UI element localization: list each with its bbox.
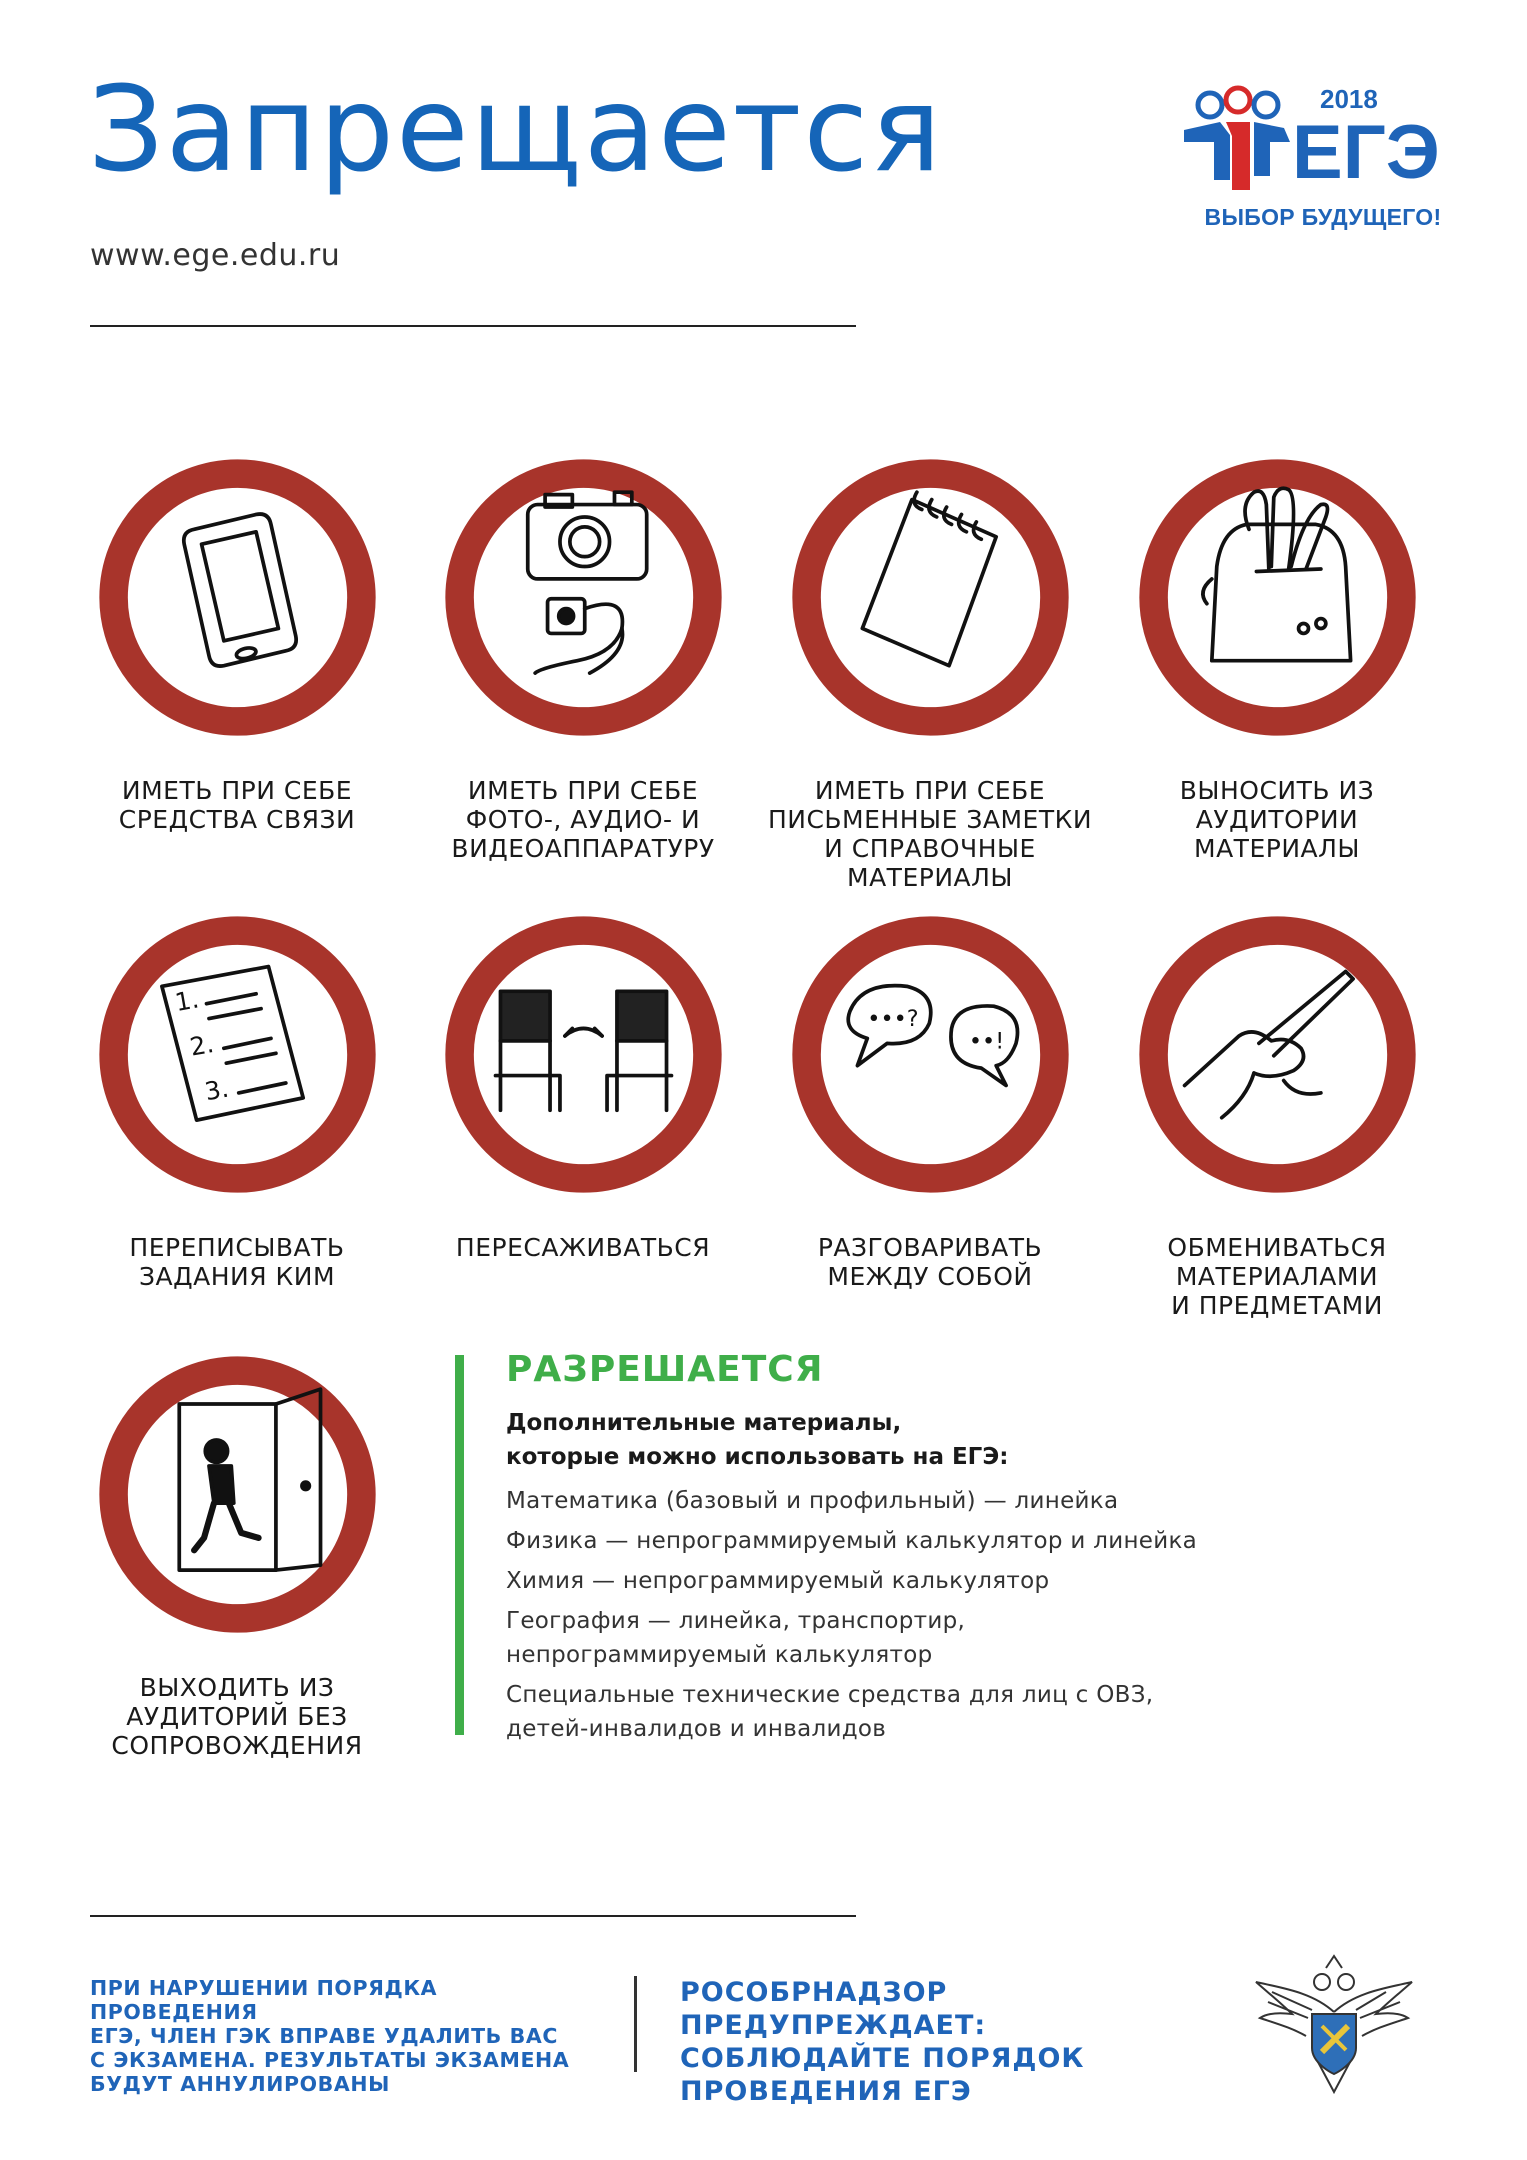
prohibited-caption-line: МАТЕРИАЛЫ [1194,834,1360,863]
allowed-item [506,1678,1335,1746]
allowed-item-line: Химия — непрограммируемый калькулятор [506,1568,1050,1594]
prohibited-caption [765,776,1095,892]
allowed-section [455,1349,1335,1742]
prohibited-caption [72,1233,402,1291]
prohibited-caption [72,776,402,834]
ege-people-icon [1180,80,1460,210]
footer-divider [90,1915,856,1917]
prohibited-caption-line: ПЕРЕПИСЫВАТЬ [129,1233,345,1262]
prohibited-caption-line: ПЕРЕСАЖИВАТЬСЯ [455,1233,711,1262]
prohibited-item [72,1352,402,1760]
prohibited-item [418,455,748,863]
prohibited-caption-line: АУДИТОРИИ [1195,805,1359,834]
violation-warning-line: БУДУТ АННУЛИРОВАНЫ [90,2072,390,2096]
prohibited-item [765,455,1095,892]
allowed-item [506,1564,1335,1598]
logo-year: 2018 [1320,84,1378,114]
allowed-subtitle-line: Дополнительные материалы, [506,1410,902,1436]
prohibited-caption [1112,776,1442,863]
prohibited-caption-line: ИМЕТЬ ПРИ СЕБЕ [814,776,1046,805]
hand-pen-icon [1135,912,1420,1197]
prohibited-caption [765,1233,1095,1291]
page-title: Запрещается [88,60,944,198]
prohibited-caption-line: ПИСЬМЕННЫЕ ЗАМЕТКИ [767,805,1093,834]
prohibited-caption [418,776,748,863]
allowed-list [506,1484,1335,1746]
violation-warning-line: ПРИ НАРУШЕНИИ ПОРЯДКА ПРОВЕДЕНИЯ [90,1976,438,2024]
footer-separator [634,1976,637,2072]
prohibited-caption [418,1233,748,1262]
prohibited-caption-line: МАТЕРИАЛАМИ [1175,1262,1379,1291]
allowed-item [506,1484,1335,1518]
chairs-icon [441,912,726,1197]
allowed-subtitle-line: которые можно использовать на ЕГЭ: [506,1444,1009,1470]
violation-warning [90,1976,610,2096]
svg-text:3.: 3. [202,1073,231,1107]
bag-icon [1135,455,1420,740]
allowed-item [506,1524,1335,1558]
logo-name: ЕГЭ [1292,110,1440,195]
allowed-item-line: детей-инвалидов и инвалидов [506,1716,887,1742]
notepad-icon [788,455,1073,740]
prohibited-item [72,912,402,1291]
prohibited-caption-line: И СПРАВОЧНЫЕ [824,834,1036,863]
violation-warning-line: ЕГЭ, ЧЛЕН ГЭК ВПРАВЕ УДАЛИТЬ ВАС [90,2024,558,2048]
prohibited-item [418,912,748,1262]
prohibited-caption [72,1673,402,1760]
svg-text:•••?: •••? [866,1006,919,1032]
violation-warning-line: С ЭКЗАМЕНА. РЕЗУЛЬТАТЫ ЭКЗАМЕНА [90,2048,570,2072]
allowed-item-line: Специальные технические средства для лиц с ОВЗ, [506,1682,1154,1708]
eagle-emblem-icon [1252,1952,1416,2102]
prohibited-caption [1112,1233,1442,1320]
svg-text:2.: 2. [187,1028,216,1062]
notice-line: РОСОБРНАДЗОР ПРЕДУПРЕЖДАЕТ: [680,1977,987,2041]
allowed-item-line: Математика (базовый и профильный) — линейка [506,1488,1119,1514]
header-divider [90,325,856,327]
prohibited-item [1112,455,1442,863]
svg-text:••!: ••! [968,1028,1004,1055]
door-exit-icon [95,1352,380,1637]
prohibited-caption-line: ВЫХОДИТЬ ИЗ [139,1673,335,1702]
allowed-item-line: География — линейка, транспортир, [506,1608,966,1634]
prohibited-caption-line: ИМЕТЬ ПРИ СЕБЕ [121,776,353,805]
prohibited-caption-line: ИМЕТЬ ПРИ СЕБЕ [467,776,699,805]
allowed-item-line: непрограммируемый калькулятор [506,1642,933,1668]
prohibited-item [765,912,1095,1291]
tasks-sheet-icon [95,912,380,1197]
prohibited-caption-line: РАЗГОВАРИВАТЬ [817,1233,1043,1262]
allowed-item-line: Физика — непрограммируемый калькулятор и линейка [506,1528,1198,1554]
notice-line: ПРОВЕДЕНИЯ ЕГЭ [680,2076,972,2107]
rosobrnadzor-notice [680,1976,1240,2108]
prohibited-item [1112,912,1442,1320]
prohibited-caption-line: СОПРОВОЖДЕНИЯ [111,1731,363,1760]
phone-icon [95,455,380,740]
prohibited-caption-line: МАТЕРИАЛЫ [847,863,1013,892]
prohibited-item [72,455,402,834]
allowed-title: РАЗРЕШАЕТСЯ [506,1349,824,1390]
notice-line: СОБЛЮДАЙТЕ ПОРЯДОК [680,2043,1085,2074]
prohibited-caption-line: ВЫНОСИТЬ ИЗ [1179,776,1375,805]
speech-bubbles-icon [788,912,1073,1197]
svg-text:1.: 1. [172,984,201,1018]
prohibited-caption-line: И ПРЕДМЕТАМИ [1171,1291,1383,1320]
prohibited-caption-line: МЕЖДУ СОБОЙ [827,1262,1033,1291]
prohibited-caption-line: ФОТО-, АУДИО- И [465,805,701,834]
website-link[interactable]: www.ege.edu.ru [90,238,341,273]
logo-slogan: ВЫБОР БУДУЩЕГО! [1204,204,1442,230]
camera-audio-icon [441,455,726,740]
allowed-subtitle [506,1406,1335,1474]
prohibited-caption-line: ВИДЕОАППАРАТУРУ [451,834,715,863]
prohibited-caption-line: ЗАДАНИЯ КИМ [138,1262,336,1291]
prohibited-caption-line: АУДИТОРИЙ БЕЗ [126,1702,348,1731]
prohibited-caption-line: СРЕДСТВА СВЯЗИ [118,805,356,834]
allowed-item [506,1604,1335,1672]
prohibited-caption-line: ОБМЕНИВАТЬСЯ [1167,1233,1387,1262]
